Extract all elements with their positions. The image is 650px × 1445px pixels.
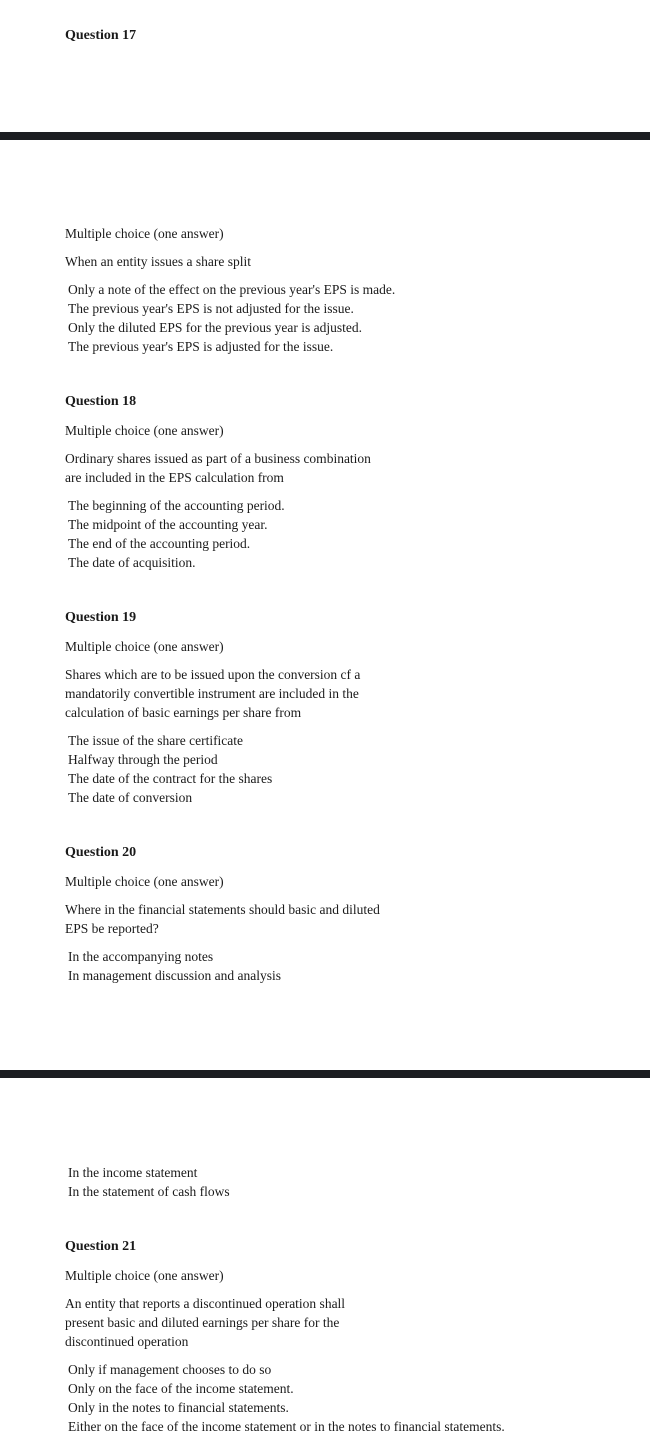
question-17-option-a[interactable]: Only a note of the effect on the previous year's EPS is made. <box>68 282 396 297</box>
question-17-stem <box>65 252 251 271</box>
question-20-option-d[interactable]: In the statement of cash flows <box>68 1184 230 1199</box>
question-19-options <box>68 731 272 807</box>
question-21-options <box>68 1360 505 1436</box>
question-21-type: Multiple choice (one answer) <box>65 1268 224 1283</box>
question-18-option-c[interactable]: The end of the accounting period. <box>68 536 251 551</box>
question-18-stem-line: Ordinary shares issued as part of a business combination <box>65 451 371 466</box>
question-21-stem-line: An entity that reports a discontinued operation shall <box>65 1296 346 1311</box>
question-18-options <box>68 496 285 572</box>
page-divider <box>0 132 650 140</box>
question-21-title: Question 21 <box>65 1239 137 1254</box>
question-19-option-d[interactable]: The date of conversion <box>68 790 193 805</box>
question-21-option-a[interactable]: Only if management chooses to do so <box>68 1362 272 1377</box>
question-21-stem-line: present basic and diluted earnings per share for the <box>65 1315 340 1330</box>
question-17-title: Question 17 <box>65 28 137 43</box>
question-20-stem <box>65 900 380 938</box>
question-19-stem-line: mandatorily convertible instrument are included in the <box>65 686 359 701</box>
question-20-option-c[interactable]: In the income statement <box>68 1165 198 1180</box>
question-17-options <box>68 280 395 356</box>
question-21-option-b[interactable]: Only on the face of the income statement. <box>68 1381 294 1396</box>
question-19-option-c[interactable]: The date of the contract for the shares <box>68 771 273 786</box>
question-18-option-d[interactable]: The date of acquisition. <box>68 555 196 570</box>
question-19-title: Question 19 <box>65 610 137 625</box>
question-20-option-b[interactable]: In management discussion and analysis <box>68 968 281 983</box>
question-19-stem-line: calculation of basic earnings per share from <box>65 705 302 720</box>
question-17-stem-line: When an entity issues a share split <box>65 254 251 269</box>
question-18-option-b[interactable]: The midpoint of the accounting year. <box>68 517 268 532</box>
question-21-option-d[interactable]: Either on the face of the income statement or in the notes to financial statements. <box>68 1419 505 1434</box>
question-18-title: Question 18 <box>65 394 137 409</box>
question-19-stem <box>65 665 360 722</box>
question-21-option-c[interactable]: Only in the notes to financial statements. <box>68 1400 289 1415</box>
question-20-options <box>68 947 281 985</box>
question-19-option-a[interactable]: The issue of the share certificate <box>68 733 244 748</box>
question-17-option-b[interactable]: The previous year's EPS is not adjusted for the issue. <box>68 301 354 316</box>
question-20-stem-line: Where in the financial statements should basic and diluted <box>65 902 380 917</box>
question-20-stem-line: EPS be reported? <box>65 921 159 936</box>
question-18-stem <box>65 449 371 487</box>
question-17-type: Multiple choice (one answer) <box>65 226 224 241</box>
page-divider <box>0 1070 650 1078</box>
question-20-option-a[interactable]: In the accompanying notes <box>68 949 214 964</box>
question-20-title: Question 20 <box>65 845 137 860</box>
question-17-option-c[interactable]: Only the diluted EPS for the previous year is adjusted. <box>68 320 362 335</box>
question-18-option-a[interactable]: The beginning of the accounting period. <box>68 498 285 513</box>
question-18-type: Multiple choice (one answer) <box>65 423 224 438</box>
question-19-option-b[interactable]: Halfway through the period <box>68 752 218 767</box>
question-19-stem-line: Shares which are to be issued upon the conversion cf a <box>65 667 361 682</box>
question-19-type: Multiple choice (one answer) <box>65 639 224 654</box>
question-21-stem <box>65 1294 345 1351</box>
question-18-stem-line: are included in the EPS calculation from <box>65 470 284 485</box>
question-21-stem-line: discontinued operation <box>65 1334 189 1349</box>
question-20-options-continued <box>68 1163 230 1201</box>
question-20-type: Multiple choice (one answer) <box>65 874 224 889</box>
question-17-option-d[interactable]: The previous year's EPS is adjusted for the issue. <box>68 339 334 354</box>
